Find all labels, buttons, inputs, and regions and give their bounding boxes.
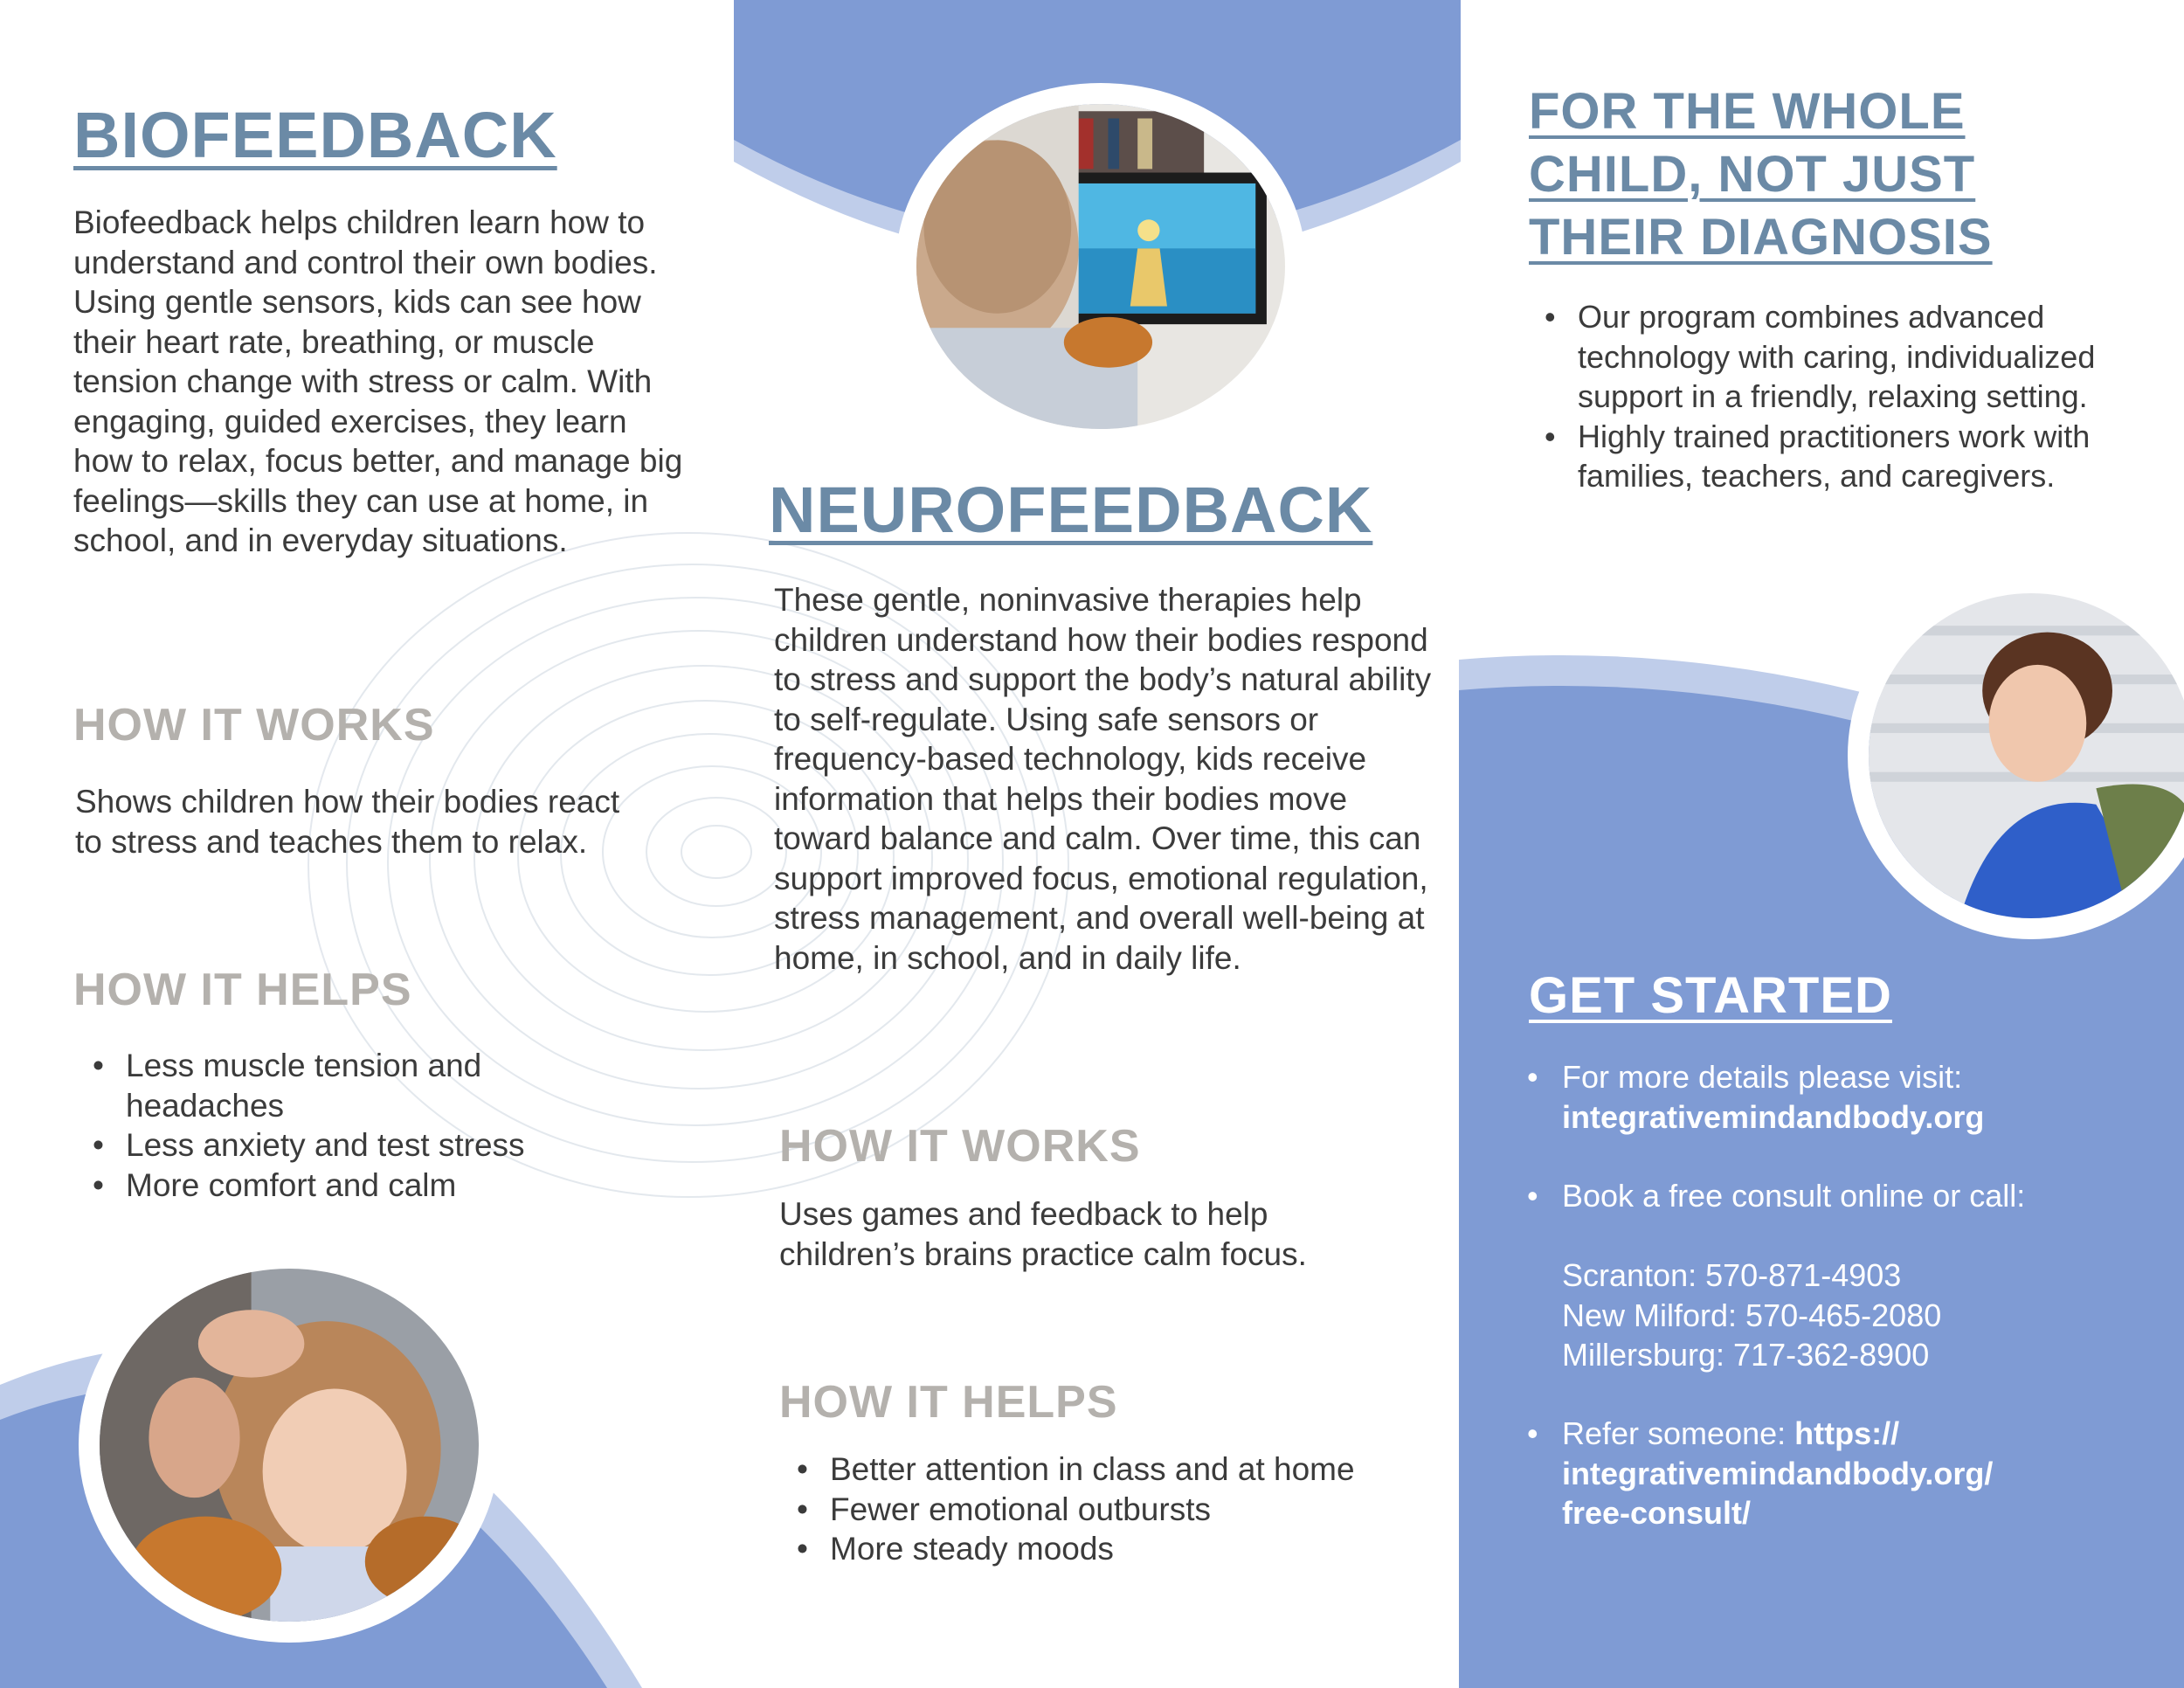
phone-scranton[interactable]: Scranton: 570-871-4903	[1562, 1257, 1902, 1293]
girl-with-sensors-icon	[100, 1269, 479, 1622]
list-item: • Better attention in class and at home	[779, 1449, 1391, 1490]
list-item: • Fewer emotional outbursts	[779, 1490, 1391, 1530]
refer-item	[1527, 1414, 2156, 1533]
visit-link[interactable]: integrativemindandbody.org	[1562, 1098, 1985, 1135]
phone-millersburg[interactable]: Millersburg: 717-362-8900	[1562, 1337, 1930, 1373]
refer-label: Refer someone:	[1562, 1415, 1787, 1451]
phone-list	[1562, 1256, 2156, 1375]
biofeedback-helps-heading: HOW IT HELPS	[73, 965, 412, 1015]
girl-with-sensors-photo	[79, 1248, 500, 1643]
neurofeedback-works-heading: HOW IT WORKS	[779, 1121, 1141, 1172]
biofeedback-helps-list	[75, 1046, 634, 1205]
refer-link-line-3[interactable]: free-consult/	[1562, 1495, 1752, 1531]
bullet-icon: •	[1527, 1415, 1538, 1451]
list-item: • More comfort and calm	[75, 1166, 634, 1206]
neurofeedback-intro: These gentle, noninvasive therapies help children understand how their bodies respond to stress and support the body’s natural ability to self-regulate. Using safe sensors or frequency-based technology, kids receive information that helps their bodies move toward balance and calm. Over time, this can support improved focus, emotional regulation, stress management, and overall well-being at home, in school, and in daily life.	[774, 582, 1432, 976]
get-started-title: GET STARTED	[1529, 967, 1892, 1024]
refer-link-line-2[interactable]: integrativemindandbody.org/	[1562, 1455, 1994, 1491]
biofeedback-works-heading: HOW IT WORKS	[73, 700, 435, 751]
biofeedback-title: BIOFEEDBACK	[73, 99, 557, 171]
whole-child-title: FOR THE WHOLE CHILD, NOT JUST THEIR DIAGNOSIS	[1529, 83, 1993, 266]
list-item: • Less anxiety and test stress	[75, 1125, 634, 1166]
biofeedback-intro: Biofeedback helps children learn how to understand and control their own bodies. Using gentle sensors, kids can see how their heart rate, breathing, or muscle tension change with stress or calm. With engaging, guided exercises, they learn how to relax, focus better, and manage big feelings—skills they can use at home, in school, and in everyday situations.	[73, 204, 683, 558]
visit-item	[1527, 1057, 2156, 1137]
refer-link-line-1[interactable]: https://	[1794, 1415, 1900, 1451]
list-item: • Less muscle tension and headaches	[75, 1046, 634, 1125]
list-item: • Highly trained practitioners work with families, teachers, and caregivers.	[1529, 417, 2149, 496]
consult-label: Book a free consult online or call:	[1562, 1178, 2026, 1214]
list-item: • More steady moods	[779, 1529, 1391, 1569]
child-at-computer-icon	[916, 104, 1285, 429]
child-at-computer-photo	[895, 83, 1306, 450]
whole-child-points	[1529, 297, 2149, 496]
list-item: • Our program combines advanced technology with caring, individualized support in a friendly, relaxing setting.	[1529, 297, 2149, 417]
visit-label: For more details please visit:	[1562, 1059, 1963, 1095]
neurofeedback-works-text: Uses games and feedback to help children’s brains practice calm focus.	[779, 1196, 1307, 1272]
biofeedback-works-text: Shows children how their bodies react to stress and teaches them to relax.	[75, 784, 620, 860]
smiling-boy-icon	[1869, 593, 2184, 918]
neurofeedback-title: NEUROFEEDBACK	[769, 474, 1373, 546]
neurofeedback-helps-list	[779, 1449, 1391, 1569]
neurofeedback-helps-heading: HOW IT HELPS	[779, 1377, 1118, 1428]
phone-new-milford[interactable]: New Milford: 570-465-2080	[1562, 1297, 1942, 1333]
bullet-icon: •	[1527, 1178, 1538, 1214]
bullet-icon: •	[1527, 1059, 1538, 1095]
consult-item	[1527, 1176, 2156, 1216]
